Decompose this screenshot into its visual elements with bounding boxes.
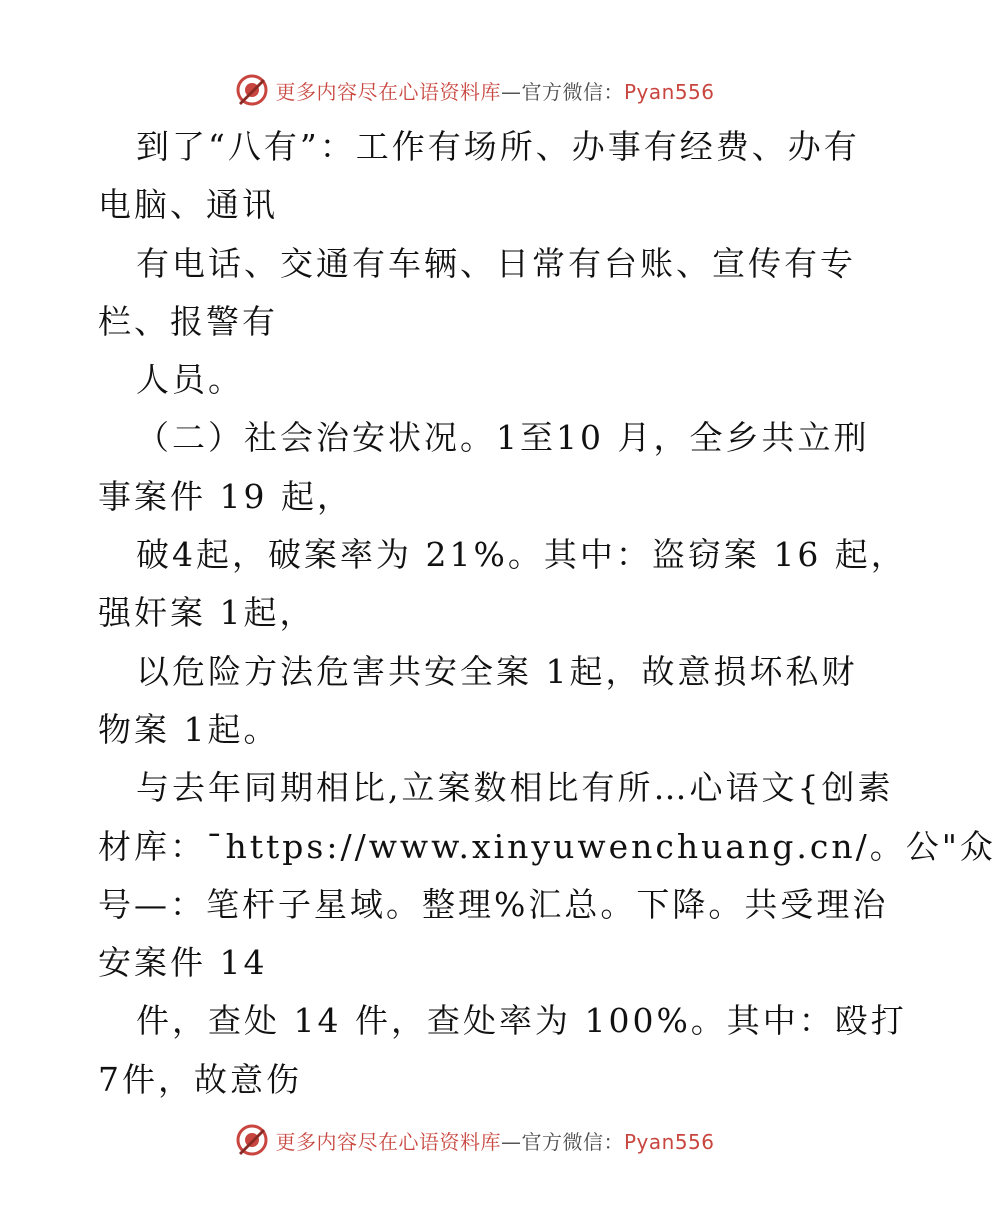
banner-wechat-label: 官方微信： xyxy=(521,79,624,104)
pen-seal-logo-icon xyxy=(235,1123,269,1157)
banner-wechat-label: 官方微信： xyxy=(521,1129,624,1154)
banner-site-name: 更多内容尽在心语资料库 xyxy=(275,1129,501,1154)
text-line: （二）社会治安状况。1至10 月，全乡共立刑 xyxy=(136,418,870,458)
text-line: 有电话、交通有车辆、日常有台账、宣传有专 xyxy=(136,243,856,283)
text-line: 强奸案 1起， xyxy=(98,593,316,633)
text-line: 破4起，破案率为 21%。其中：盗窃案 16 起， xyxy=(136,535,907,575)
banner-text xyxy=(275,76,714,105)
text-line: 与去年同期相比,立案数相比有所…心语文{创素 xyxy=(136,768,894,808)
text-line: 物案 1起。 xyxy=(98,709,280,749)
text-line: 材库：¯https://www.xinyuwenchuang.cn/。公"众 xyxy=(98,826,996,866)
header-banner xyxy=(0,70,950,110)
text-line: 7件，故意伤 xyxy=(98,1059,302,1099)
text-line: 电脑、通讯 xyxy=(98,185,278,225)
banner-text xyxy=(275,1126,714,1155)
banner-wechat-id: Pyan556 xyxy=(623,79,715,104)
text-line: 栏、报警有 xyxy=(98,301,278,341)
banner-separator: — xyxy=(500,1129,522,1154)
banner-separator: — xyxy=(500,79,522,104)
banner-site-name: 更多内容尽在心语资料库 xyxy=(275,79,501,104)
text-line: 到了“八有”：工作有场所、办事有经费、办有 xyxy=(136,127,860,166)
text-line: 号—：笔杆子星域。整理%汇总。下降。共受理治 xyxy=(98,884,889,924)
text-line: 人员。 xyxy=(136,360,244,400)
pen-seal-logo-icon xyxy=(235,73,269,107)
text-line: 件，查处 14 件，查处率为 100%。其中：殴打 xyxy=(136,1001,907,1041)
text-line: 以危险方法危害共安全案 1起，故意损坏私财 xyxy=(136,651,858,691)
text-line: 安案件 14 xyxy=(98,943,268,983)
footer-banner xyxy=(0,1120,950,1160)
banner-wechat-id: Pyan556 xyxy=(623,1129,715,1154)
document-body xyxy=(98,118,996,1109)
text-line: 事案件 19 起， xyxy=(98,476,353,516)
